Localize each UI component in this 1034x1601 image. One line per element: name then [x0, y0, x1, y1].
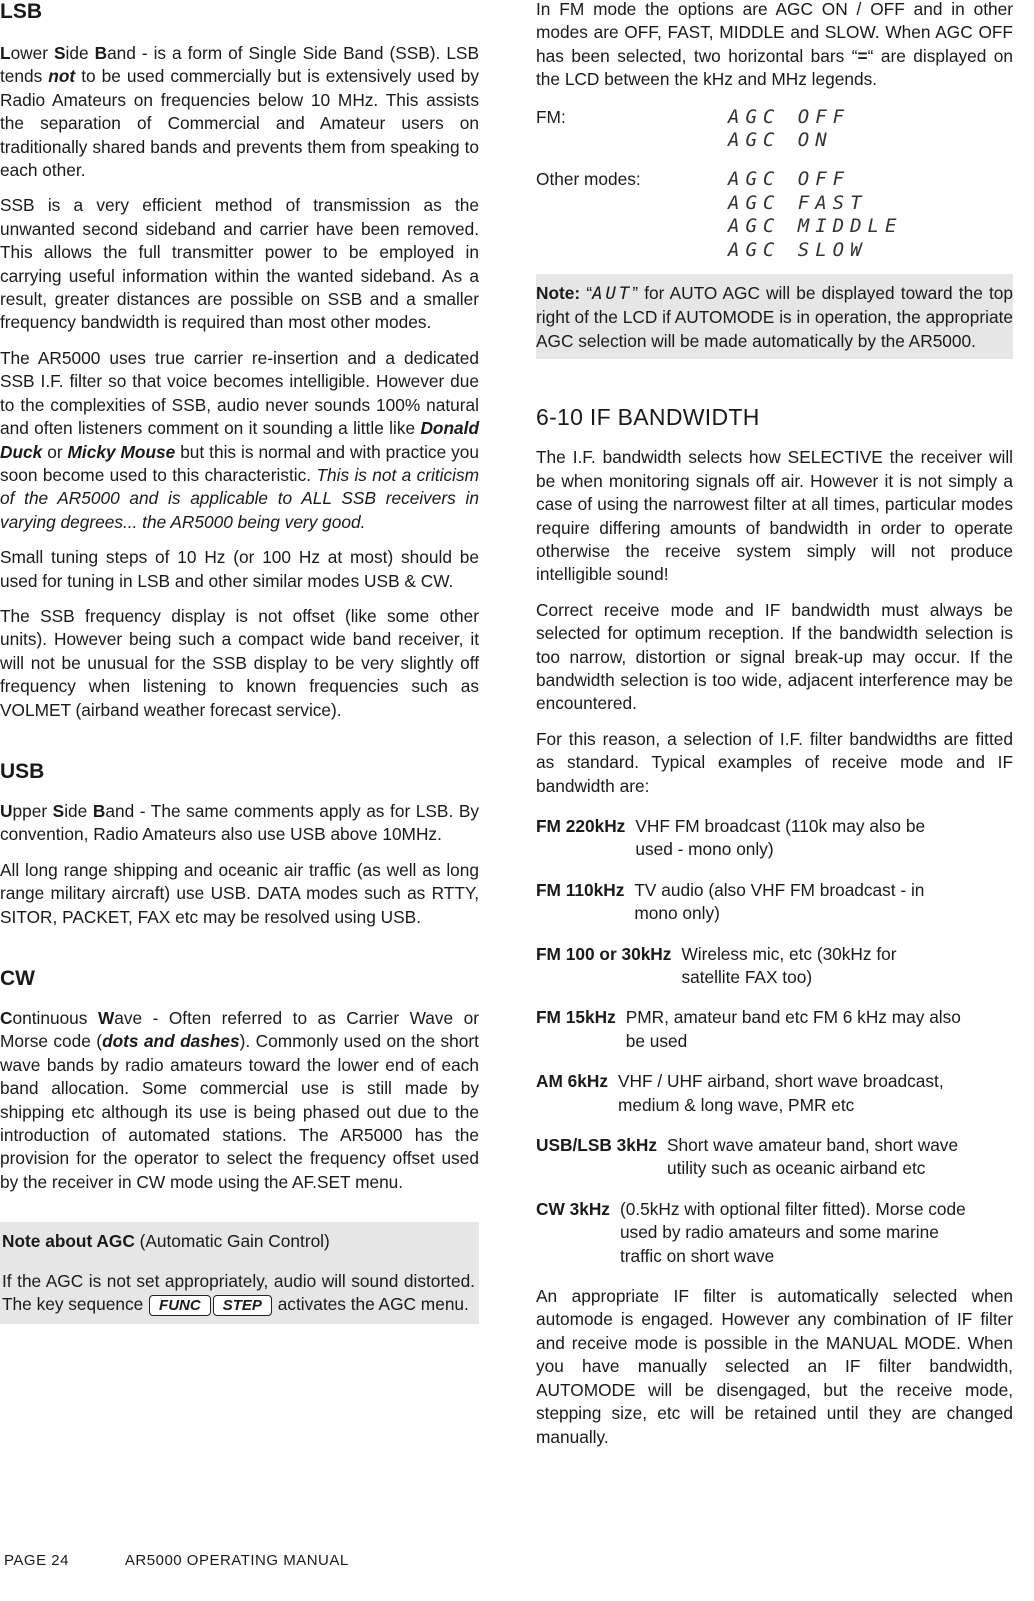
right-column: [536, 0, 1013, 1449]
usb-heading: USB: [0, 759, 45, 783]
manual-title: AR5000 OPERATING MANUAL: [124, 1552, 349, 1569]
left-column: [0, 0, 479, 1324]
lsb-paragraph-2: SSB is a very efficient method of transmission as the unwanted second sideband and carrier have been removed. This allows the full transmitter power to be employed in carrying useful information within the wanted sideband. As a result, greater distances are possible on SSB and a smaller frequency bandwidth is required than most other modes.: [0, 195, 479, 333]
lcd-agc-off: AGC OFF: [728, 168, 851, 191]
agc-note-box: [0, 1222, 479, 1324]
usb-paragraph-2: All long range shipping and oceanic air traffic (as well as long range military aircraft) use USB. DATA modes such as RTTY, SITOR, PACKET, FAX etc may be resolved using USB.: [0, 859, 479, 927]
agc-note-title: Note about AGC (Automatic Gain Control): [2, 1231, 330, 1252]
lcd-agc-middle: AGC MIDDLE: [728, 215, 903, 238]
func-key-icon: FUNC: [149, 1295, 211, 1316]
ifbw-paragraph-4: An appropriate IF filter is automatically selected when automode is engaged. However any combination of IF filter and receive mode is possible in the MANUAL MODE. When you have manually selected an IF filter bandwidth, AUTOMODE will be disengaged, but the receive mode, stepping size, etc will be retained until they are changed manually.: [536, 1286, 1013, 1447]
fm-label: FM:: [536, 106, 566, 127]
lcd-agc-slow: AGC SLOW: [728, 238, 868, 261]
page-footer: [4, 1552, 405, 1569]
aut-note-box: [536, 274, 1013, 359]
agc-other-options: [536, 168, 1013, 262]
bandwidth-item: USB/LSB 3kHz Short wave amateur band, short wave utility such as oceanic airband etc: [536, 1135, 959, 1179]
bandwidth-item: FM 15kHz PMR, amateur band etc FM 6 kHz may also be used: [536, 1007, 961, 1051]
aut-note-text: Note: “AUT” for AUTO AGC will be displayed toward the top right of the LCD if AUTOMODE is in operation, the appropriate AGC selection will be made automatically by the AR5000.: [536, 283, 1013, 351]
lsb-heading: LSB: [0, 0, 42, 23]
lsb-paragraph-1: Lower Side Band - is a form of Single Side Band (SSB). LSB tends not to be used commercially but is extensively used by Radio Amateurs on frequencies below 10 MHz. This assists the separation of Commercial and Amateur users on traditionally shared bands and prevents them from speaking to each other.: [0, 43, 479, 181]
other-modes-label: Other modes:: [536, 169, 641, 190]
lcd-aut: AUT: [592, 284, 633, 305]
bandwidth-item: CW 3kHz (0.5kHz with optional filter fitted). Morse code used by radio amateurs and some marine traffic on short wave: [536, 1198, 966, 1266]
ifbw-paragraph-1: The I.F. bandwidth selects how SELECTIVE the receiver will be when monitoring signals off air. However it is not simply a case of using the narrowest filter at all times, particular modes require differing amounts of bandwidth in order to operate otherwise the receive system simply will not produce intelligible sound!: [536, 447, 1013, 585]
bandwidth-item: FM 100 or 30kHz Wireless mic, etc (30kHz for satellite FAX too): [536, 943, 897, 987]
lcd-agc-on: AGC ON: [728, 129, 833, 152]
lcd-agc-off: AGC OFF: [728, 105, 851, 128]
agc-note-body: If the AGC is not set appropriately, audio will sound distorted. The key sequence FUNC STEP activates the AGC menu.: [2, 1270, 475, 1315]
step-key-icon: STEP: [213, 1295, 272, 1316]
lsb-paragraph-3: The AR5000 uses true carrier re-insertion and a dedicated SSB I.F. filter so that voice becomes intelligible. However due to the complexities of SSB, audio never sounds 100% natural and often listeners comment on it sounding a little like Donald Duck or Micky Mouse but this is normal and with practice you soon become used to this characteristic. This is not a criticism of the AR5000 and is applicable to ALL SSB receivers in varying degrees... the AR5000 being very good.: [0, 347, 480, 532]
lcd-agc-fast: AGC FAST: [728, 191, 868, 214]
bandwidth-item: FM 220kHz VHF FM broadcast (110k may also be used - mono only): [536, 815, 926, 860]
ifbw-paragraph-3: For this reason, a selection of I.F. filter bandwidths are fitted as standard. Typical examples of receive mode and IF bandwidth are:: [536, 728, 1013, 796]
bandwidth-item: FM 110kHz TV audio (also VHF FM broadcast - in mono only): [536, 879, 925, 924]
agc-fm-options: [536, 106, 1013, 153]
cw-heading: CW: [0, 967, 35, 990]
lsb-paragraph-4: Small tuning steps of 10 Hz (or 100 Hz at most) should be used for tuning in LSB and other similar modes USB & CW.: [0, 547, 479, 591]
bandwidth-list: [536, 815, 1013, 1268]
fm-intro-paragraph: In FM mode the options are AGC ON / OFF and in other modes are OFF, FAST, MIDDLE and SLOW. When AGC OFF has been selected, two horizontal bars “=“ are displayed on the LCD between the kHz and MHz legends.: [536, 0, 1013, 90]
bandwidth-item: AM 6kHz VHF / UHF airband, short wave broadcast, medium & long wave, PMR etc: [536, 1071, 944, 1115]
lsb-paragraph-5: The SSB frequency display is not offset (like some other units). However being such a compact wide band receiver, it will not be unusual for the SSB display to be very slightly off frequency when listening to known frequencies such as VOLMET (airband weather forecast service).: [0, 605, 479, 720]
ifbw-paragraph-2: Correct receive mode and IF bandwidth must always be selected for optimum reception. If the bandwidth selection is too narrow, distortion or signal break-up may occur. If the bandwidth selection is too wide, adjacent interference may be encountered.: [536, 599, 1013, 714]
cw-paragraph-1: Continuous Wave - Often referred to as Carrier Wave or Morse code (dots and dashes). Commonly used on the short wave bands by radio amateurs toward the lower end of each band allocation. Some commercial use is still made by shipping etc although its use is being phased out due to the introduction of automated stations. The AR5000 has the provision for the operator to select the frequency offset used by the receiver in CW mode using the AF.SET menu.: [0, 1008, 480, 1192]
usb-paragraph-1: Upper Side Band - The same comments apply as for LSB. By convention, Radio Amateurs also use USB above 10MHz.: [0, 800, 480, 845]
page-number: PAGE 24: [4, 1552, 69, 1569]
section-heading-if-bandwidth: 6-10 IF BANDWIDTH: [536, 404, 760, 431]
